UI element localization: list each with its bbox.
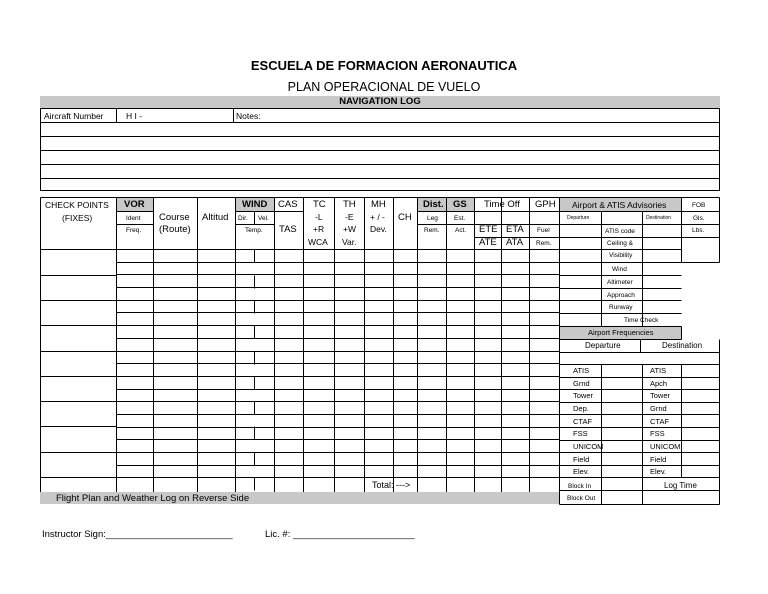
departure-freq-item: Field xyxy=(573,455,590,464)
col-wca: WCA xyxy=(308,237,328,247)
aircraft-number-label: Aircraft Number xyxy=(44,111,104,121)
col-wind-vel: Vel. xyxy=(258,215,269,222)
form-subtitle: PLAN OPERACIONAL DE VUELO xyxy=(287,80,481,94)
destination-freq-item: Tower xyxy=(650,391,671,400)
departure-small: Departure xyxy=(567,215,590,221)
departure-freq-item: Grnd xyxy=(573,379,590,388)
col-th: TH xyxy=(343,199,356,210)
fob-label: FOB xyxy=(692,202,706,209)
total-label: Total: ---> xyxy=(372,480,411,490)
col-eta: ETA xyxy=(506,224,524,235)
wind-label: Wind xyxy=(612,266,627,273)
approach-label: Approach xyxy=(607,292,635,299)
col-tas: TAS xyxy=(279,224,297,235)
footer-note: Flight Plan and Weather Log on Reverse Side xyxy=(56,493,250,504)
col-fuel-rem: Rem. xyxy=(536,240,552,247)
navigation-log-header: NAVIGATION LOG xyxy=(40,96,720,108)
license-number-field[interactable]: Lic. #: _______________________ xyxy=(265,529,415,540)
atis-code-label: ATIS code xyxy=(605,228,635,235)
col-altitud: Altitud xyxy=(202,212,229,223)
block-out-label: Block Out xyxy=(567,495,596,502)
col-th-w: +W xyxy=(343,224,356,234)
instructor-sign-field[interactable]: Instructor Sign:________________________ xyxy=(42,529,233,540)
ceiling-label: Ceiling & xyxy=(607,240,634,247)
destination-freq-item: Apch xyxy=(650,379,668,388)
airport-atis-header: Airport & ATIS Advisories xyxy=(572,200,667,210)
destination-freq-item: Grnd xyxy=(650,404,667,413)
col-th-e: -E xyxy=(345,212,354,222)
departure-label: Departure xyxy=(585,341,621,350)
destination-freq-item: ATIS xyxy=(650,366,667,375)
col-tc-l: -L xyxy=(315,212,323,222)
col-dist: Dist. xyxy=(423,199,444,210)
col-mh: MH xyxy=(371,199,386,210)
col-freq: Freq. xyxy=(126,227,142,234)
runway-label: Runway xyxy=(609,304,633,311)
col-dist-rem: Rem. xyxy=(424,227,440,234)
col-fixes: (FIXES) xyxy=(62,213,93,223)
col-timeoff: Time Off xyxy=(484,199,520,210)
destination-freq-item: Field xyxy=(650,455,667,464)
col-wind: WIND xyxy=(242,199,268,210)
departure-freq-item: CTAF xyxy=(573,417,593,426)
col-tc: TC xyxy=(313,199,326,210)
altimeter-label: Altimeter xyxy=(607,279,633,286)
col-gs: GS xyxy=(453,199,467,210)
departure-freq-item: UNICOM xyxy=(573,442,604,451)
departure-freq-item: ATIS xyxy=(573,366,590,375)
col-dev: Dev. xyxy=(370,224,387,234)
col-checkpoints: CHECK POINTS xyxy=(45,200,109,210)
destination-freq-item: CTAF xyxy=(650,417,670,426)
destination-freq-item: UNICOM xyxy=(650,442,681,451)
destination-label: Destination xyxy=(662,341,703,350)
destination-small: Destination xyxy=(646,215,672,221)
departure-freq-item: Elev. xyxy=(573,467,590,476)
col-leg: Leg xyxy=(427,215,438,222)
col-act: Act. xyxy=(455,227,467,234)
col-ata: ATA xyxy=(506,237,524,248)
log-time-label: Log Time xyxy=(664,481,697,490)
col-ch: CH xyxy=(398,212,412,223)
time-check-label: Time Check xyxy=(624,317,659,324)
aircraft-number-value[interactable]: H I - xyxy=(126,111,143,121)
col-est: Est. xyxy=(454,215,466,222)
col-mh-pm: + / - xyxy=(370,212,385,222)
airport-frequencies-header: Airport Frequencies xyxy=(588,328,654,337)
lbs-label: Lbs. xyxy=(692,227,705,234)
col-ete: ETE xyxy=(479,224,498,235)
visibility-label: Visibility xyxy=(609,252,633,259)
destination-freq-item: FSS xyxy=(650,429,665,438)
col-ate: ATE xyxy=(479,237,497,248)
col-tc-r: +R xyxy=(313,224,325,234)
gls-label: Gls. xyxy=(693,215,705,222)
form-title: ESCUELA DE FORMACION AERONAUTICA xyxy=(250,58,518,73)
destination-freq-item: Elev. xyxy=(650,467,667,476)
col-cas: CAS xyxy=(278,199,298,210)
col-vor: VOR xyxy=(124,199,145,210)
departure-freq-item: Tower xyxy=(573,391,594,400)
departure-freq-item: Dep. xyxy=(573,404,589,413)
block-in-label: Block In xyxy=(568,483,592,490)
col-gph: GPH xyxy=(535,199,556,210)
col-var: Var. xyxy=(342,237,357,247)
col-wind-dir: Dir. xyxy=(238,215,248,222)
col-ident: Ident xyxy=(126,215,141,222)
departure-freq-item: FSS xyxy=(573,429,588,438)
col-fuel: Fuel xyxy=(537,227,550,234)
notes-label[interactable]: Notes: xyxy=(236,111,261,121)
col-route: (Route) xyxy=(159,224,191,235)
col-temp: Temp. xyxy=(245,227,263,234)
col-course: Course xyxy=(159,212,190,223)
